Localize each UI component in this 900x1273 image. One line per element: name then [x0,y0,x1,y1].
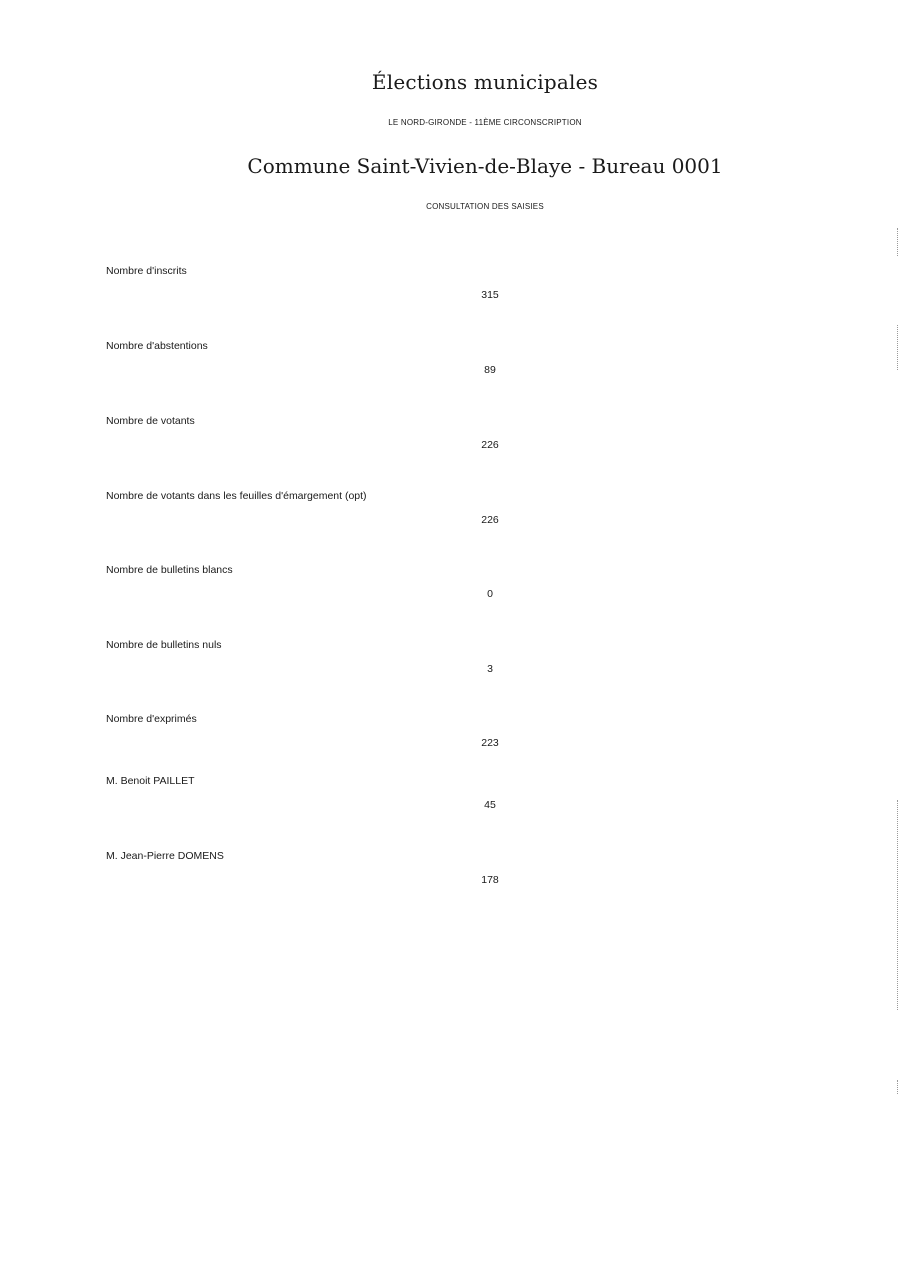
value-bulletins-nuls: 3 [487,663,493,675]
value-bulletins-blancs: 0 [487,588,493,600]
label-votants: Nombre de votants [106,415,195,427]
label-votants-emargement: Nombre de votants dans les feuilles d'émargement (opt) [106,490,367,502]
value-exprimes: 223 [481,737,499,749]
label-candidate-paillet: M. Benoit PAILLET [106,775,195,787]
label-bulletins-nuls: Nombre de bulletins nuls [106,639,222,651]
value-candidate-domens: 178 [481,874,499,886]
value-abstentions: 89 [484,364,496,376]
label-bulletins-blancs: Nombre de bulletins blancs [106,564,233,576]
page-title: Élections municipales [371,70,599,94]
circonscription-subtitle: LE NORD-GIRONDE - 11ÈME CIRCONSCRIPTION [388,118,582,127]
value-votants-emargement: 226 [481,514,499,526]
label-abstentions: Nombre d'abstentions [106,340,208,352]
scan-edge-mark [896,325,898,370]
value-inscrits: 315 [481,289,499,301]
scan-edge-mark [896,228,898,256]
value-votants: 226 [481,439,499,451]
scan-edge-mark [896,800,898,1010]
value-candidate-paillet: 45 [484,799,496,811]
label-candidate-domens: M. Jean-Pierre DOMENS [106,850,224,862]
commune-heading: Commune Saint-Vivien-de-Blaye - Bureau 0001 [247,154,723,178]
label-exprimes: Nombre d'exprimés [106,713,197,725]
section-heading: CONSULTATION DES SAISIES [426,202,544,211]
scan-edge-mark [896,1080,898,1094]
label-inscrits: Nombre d'inscrits [106,265,187,277]
